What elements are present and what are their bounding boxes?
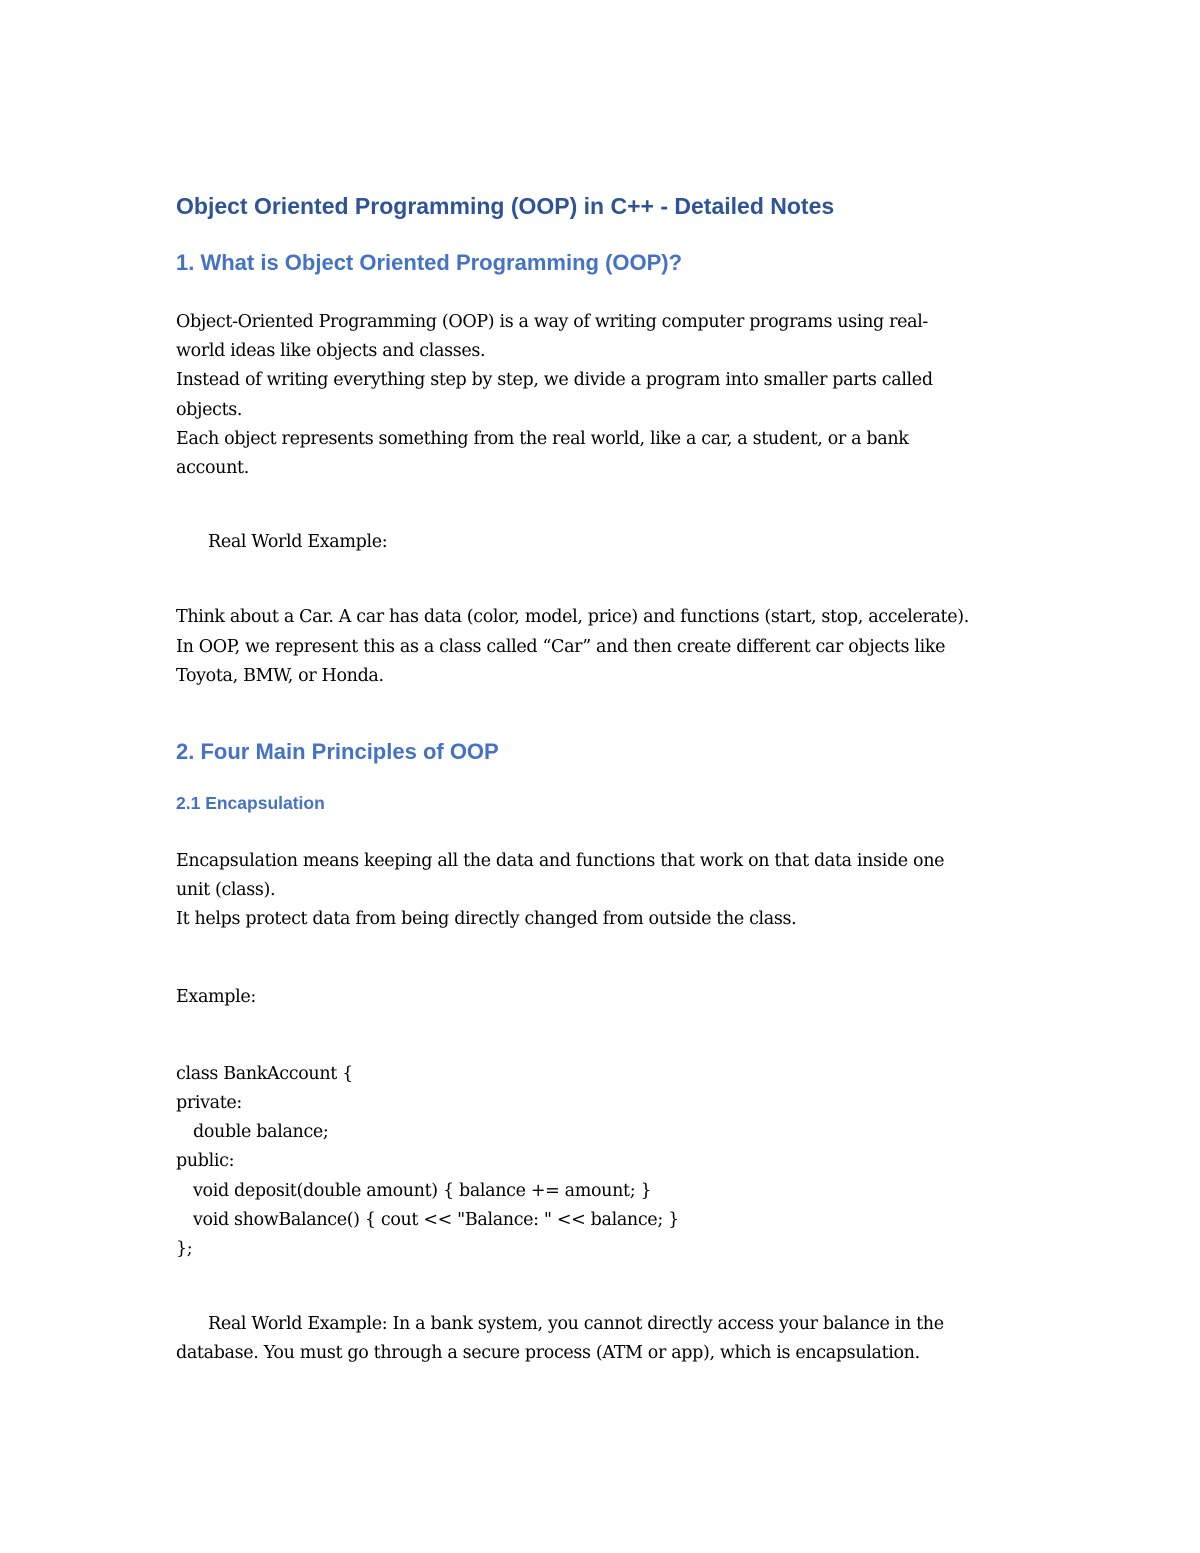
encapsulation-paragraph [176, 847, 1036, 935]
paragraph-line: In OOP, we represent this as a class called “Car” and then create different car objects like [176, 636, 946, 657]
code-line: }; [176, 1239, 193, 1260]
section-1-heading: 1. What is Object Oriented Programming (OOP)? [176, 250, 683, 275]
code-example [176, 1060, 1036, 1264]
code-line: public: [176, 1151, 235, 1172]
paragraph-line: objects. [176, 399, 243, 420]
code-line: private: [176, 1093, 242, 1114]
paragraph-line: It helps protect data from being directly changed from outside the class. [176, 909, 797, 930]
document-body [176, 188, 1036, 1369]
paragraph-line: database. You must go through a secure process (ATM or app), which is encapsulation. [176, 1343, 920, 1364]
code-line: void showBalance() { cout << "Balance: " << balance; } [193, 1209, 679, 1230]
code-line: double balance; [193, 1122, 329, 1143]
paragraph-line: unit (class). [176, 880, 276, 901]
paragraph-line: Each object represents something from the real world, like a car, a student, or a bank [176, 428, 909, 449]
car-example-paragraph [176, 603, 1036, 691]
paragraph-line: Think about a Car. A car has data (color, model, price) and functions (start, stop, accelerate). [176, 607, 969, 628]
paragraph-line: world ideas like objects and classes. [176, 341, 486, 362]
paragraph-line: Instead of writing everything step by step, we divide a program into smaller parts called [176, 370, 933, 391]
document-title: Object Oriented Programming (OOP) in C++ - Detailed Notes [176, 193, 835, 219]
paragraph-line: Encapsulation means keeping all the data and functions that work on that data inside one [176, 851, 945, 872]
section-2-heading: 2. Four Main Principles of OOP [176, 739, 499, 765]
paragraph-line: Real World Example: In a bank system, you cannot directly access your balance in the [208, 1314, 944, 1335]
code-line: class BankAccount { [176, 1063, 353, 1084]
real-world-example-label: Real World Example: [208, 532, 388, 553]
section-1-paragraph [176, 308, 1036, 483]
subsection-encapsulation-heading: 2.1 Encapsulation [176, 793, 325, 814]
paragraph-line: Object-Oriented Programming (OOP) is a way of writing computer programs using real- [176, 312, 928, 332]
paragraph-line: Toyota, BMW, or Honda. [176, 665, 384, 686]
bank-real-world-example [176, 1310, 1036, 1368]
example-label: Example: [176, 986, 256, 1007]
paragraph-line: account. [176, 458, 249, 479]
code-line: void deposit(double amount) { balance += amount; } [193, 1180, 652, 1201]
